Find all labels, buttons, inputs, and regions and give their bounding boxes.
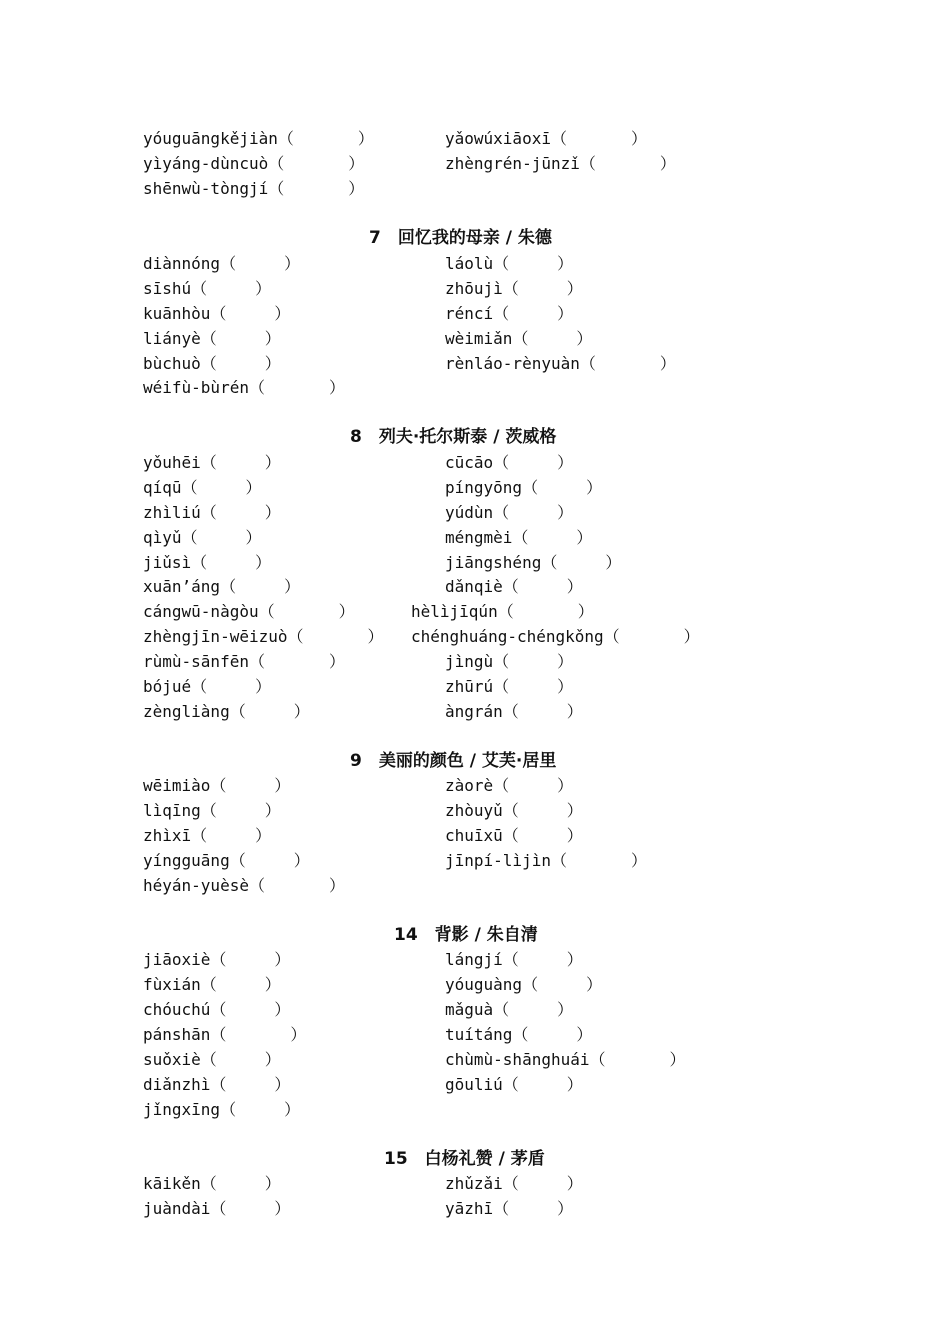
pinyin-item: píngyōng（ ）	[445, 478, 603, 497]
pinyin-item: yíngguāng（ ）	[143, 851, 310, 870]
pinyin-item: wèimiǎn（ ）	[445, 329, 593, 348]
pinyin-item: rènláo-rènyuàn（ ）	[445, 354, 676, 373]
pinyin-item: diǎnzhì（ ）	[143, 1075, 291, 1094]
pinyin-item: zhòuyǔ（ ）	[445, 801, 583, 820]
pinyin-item: zhèngjīn-wēizuò（ ）	[143, 627, 384, 646]
pinyin-item: bójué（ ）	[143, 677, 272, 696]
pinyin-item: zhèngrén-jūnzǐ（ ）	[445, 154, 676, 173]
pinyin-item: kāikěn（ ）	[143, 1174, 281, 1193]
section-title: 8 列夫·托尔斯泰 / 茨威格	[350, 427, 557, 447]
pinyin-item: zhūrú（ ）	[445, 677, 574, 696]
pinyin-item: méngmèi（ ）	[445, 528, 593, 547]
pinyin-item: qíqū（ ）	[143, 478, 262, 497]
pinyin-item: jīnpí-lìjìn（ ）	[445, 851, 647, 870]
pinyin-item: zhìxī（ ）	[143, 826, 272, 845]
pinyin-item: chóuchú（ ）	[143, 1000, 291, 1019]
pinyin-item: cángwū-nàgòu（ ）	[143, 602, 355, 621]
pinyin-item: jiǔsì（ ）	[143, 553, 272, 572]
pinyin-item: yìyáng-dùncuò（ ）	[143, 154, 365, 173]
pinyin-item: réncí（ ）	[445, 304, 574, 323]
pinyin-item: fùxián（ ）	[143, 975, 281, 994]
pinyin-item: yǎowúxiāoxī（ ）	[445, 129, 647, 148]
pinyin-item: jiāoxiè（ ）	[143, 950, 291, 969]
pinyin-item: lángjí（ ）	[445, 950, 583, 969]
pinyin-item: kuānhòu（ ）	[143, 304, 291, 323]
pinyin-item: yóuguāngkějiàn（ ）	[143, 129, 374, 148]
pinyin-item: zàorè（ ）	[445, 776, 574, 795]
pinyin-item: jìngù（ ）	[445, 652, 574, 671]
pinyin-item: chénghuáng-chéngkǒng（ ）	[411, 627, 700, 646]
pinyin-item: gōuliú（ ）	[445, 1075, 583, 1094]
pinyin-item: yúdùn（ ）	[445, 503, 574, 522]
section-title: 15 白杨礼赞 / 茅盾	[384, 1149, 545, 1169]
pinyin-item: zhǔzǎi（ ）	[445, 1174, 583, 1193]
pinyin-item: suǒxiè（ ）	[143, 1050, 281, 1069]
pinyin-item: tuítáng（ ）	[445, 1025, 593, 1044]
pinyin-item: rùmù-sānfēn（ ）	[143, 652, 345, 671]
pinyin-item: héyán-yuèsè（ ）	[143, 876, 345, 895]
pinyin-item: xuān’áng（ ）	[143, 577, 301, 596]
section-title: 9 美丽的颜色 / 艾芙·居里	[350, 751, 557, 771]
pinyin-item: zhōujì（ ）	[445, 279, 583, 298]
pinyin-item: wēimiào（ ）	[143, 776, 291, 795]
pinyin-item: mǎguà（ ）	[445, 1000, 574, 1019]
pinyin-item: dǎnqiè（ ）	[445, 577, 583, 596]
pinyin-item: sīshú（ ）	[143, 279, 272, 298]
pinyin-item: hèlìjīqún（ ）	[411, 602, 594, 621]
pinyin-item: diànnóng（ ）	[143, 254, 301, 273]
pinyin-item: zèngliàng（ ）	[143, 702, 310, 721]
pinyin-item: yǒuhēi（ ）	[143, 453, 281, 472]
pinyin-item: liányè（ ）	[143, 329, 281, 348]
section-title: 7 回忆我的母亲 / 朱德	[369, 228, 552, 248]
pinyin-item: bùchuò（ ）	[143, 354, 281, 373]
section-title: 14 背影 / 朱自清	[394, 925, 538, 945]
pinyin-item: lìqīng（ ）	[143, 801, 281, 820]
pinyin-item: juàndài（ ）	[143, 1199, 291, 1218]
pinyin-item: chùmù-shānghuái（ ）	[445, 1050, 686, 1069]
pinyin-item: yāzhī（ ）	[445, 1199, 574, 1218]
pinyin-item: pánshān（ ）	[143, 1025, 307, 1044]
pinyin-item: qìyǔ（ ）	[143, 528, 262, 547]
pinyin-item: jǐngxīng（ ）	[143, 1100, 301, 1119]
pinyin-item: zhìliú（ ）	[143, 503, 281, 522]
pinyin-item: jiāngshéng（ ）	[445, 553, 622, 572]
pinyin-item: wéifù-bùrén（ ）	[143, 378, 345, 397]
pinyin-item: láolù（ ）	[445, 254, 574, 273]
pinyin-item: cūcāo（ ）	[445, 453, 574, 472]
pinyin-item: chuīxū（ ）	[445, 826, 583, 845]
pinyin-item: shēnwù-tòngjí（ ）	[143, 179, 365, 198]
pinyin-item: àngrán（ ）	[445, 702, 583, 721]
pinyin-item: yóuguàng（ ）	[445, 975, 603, 994]
